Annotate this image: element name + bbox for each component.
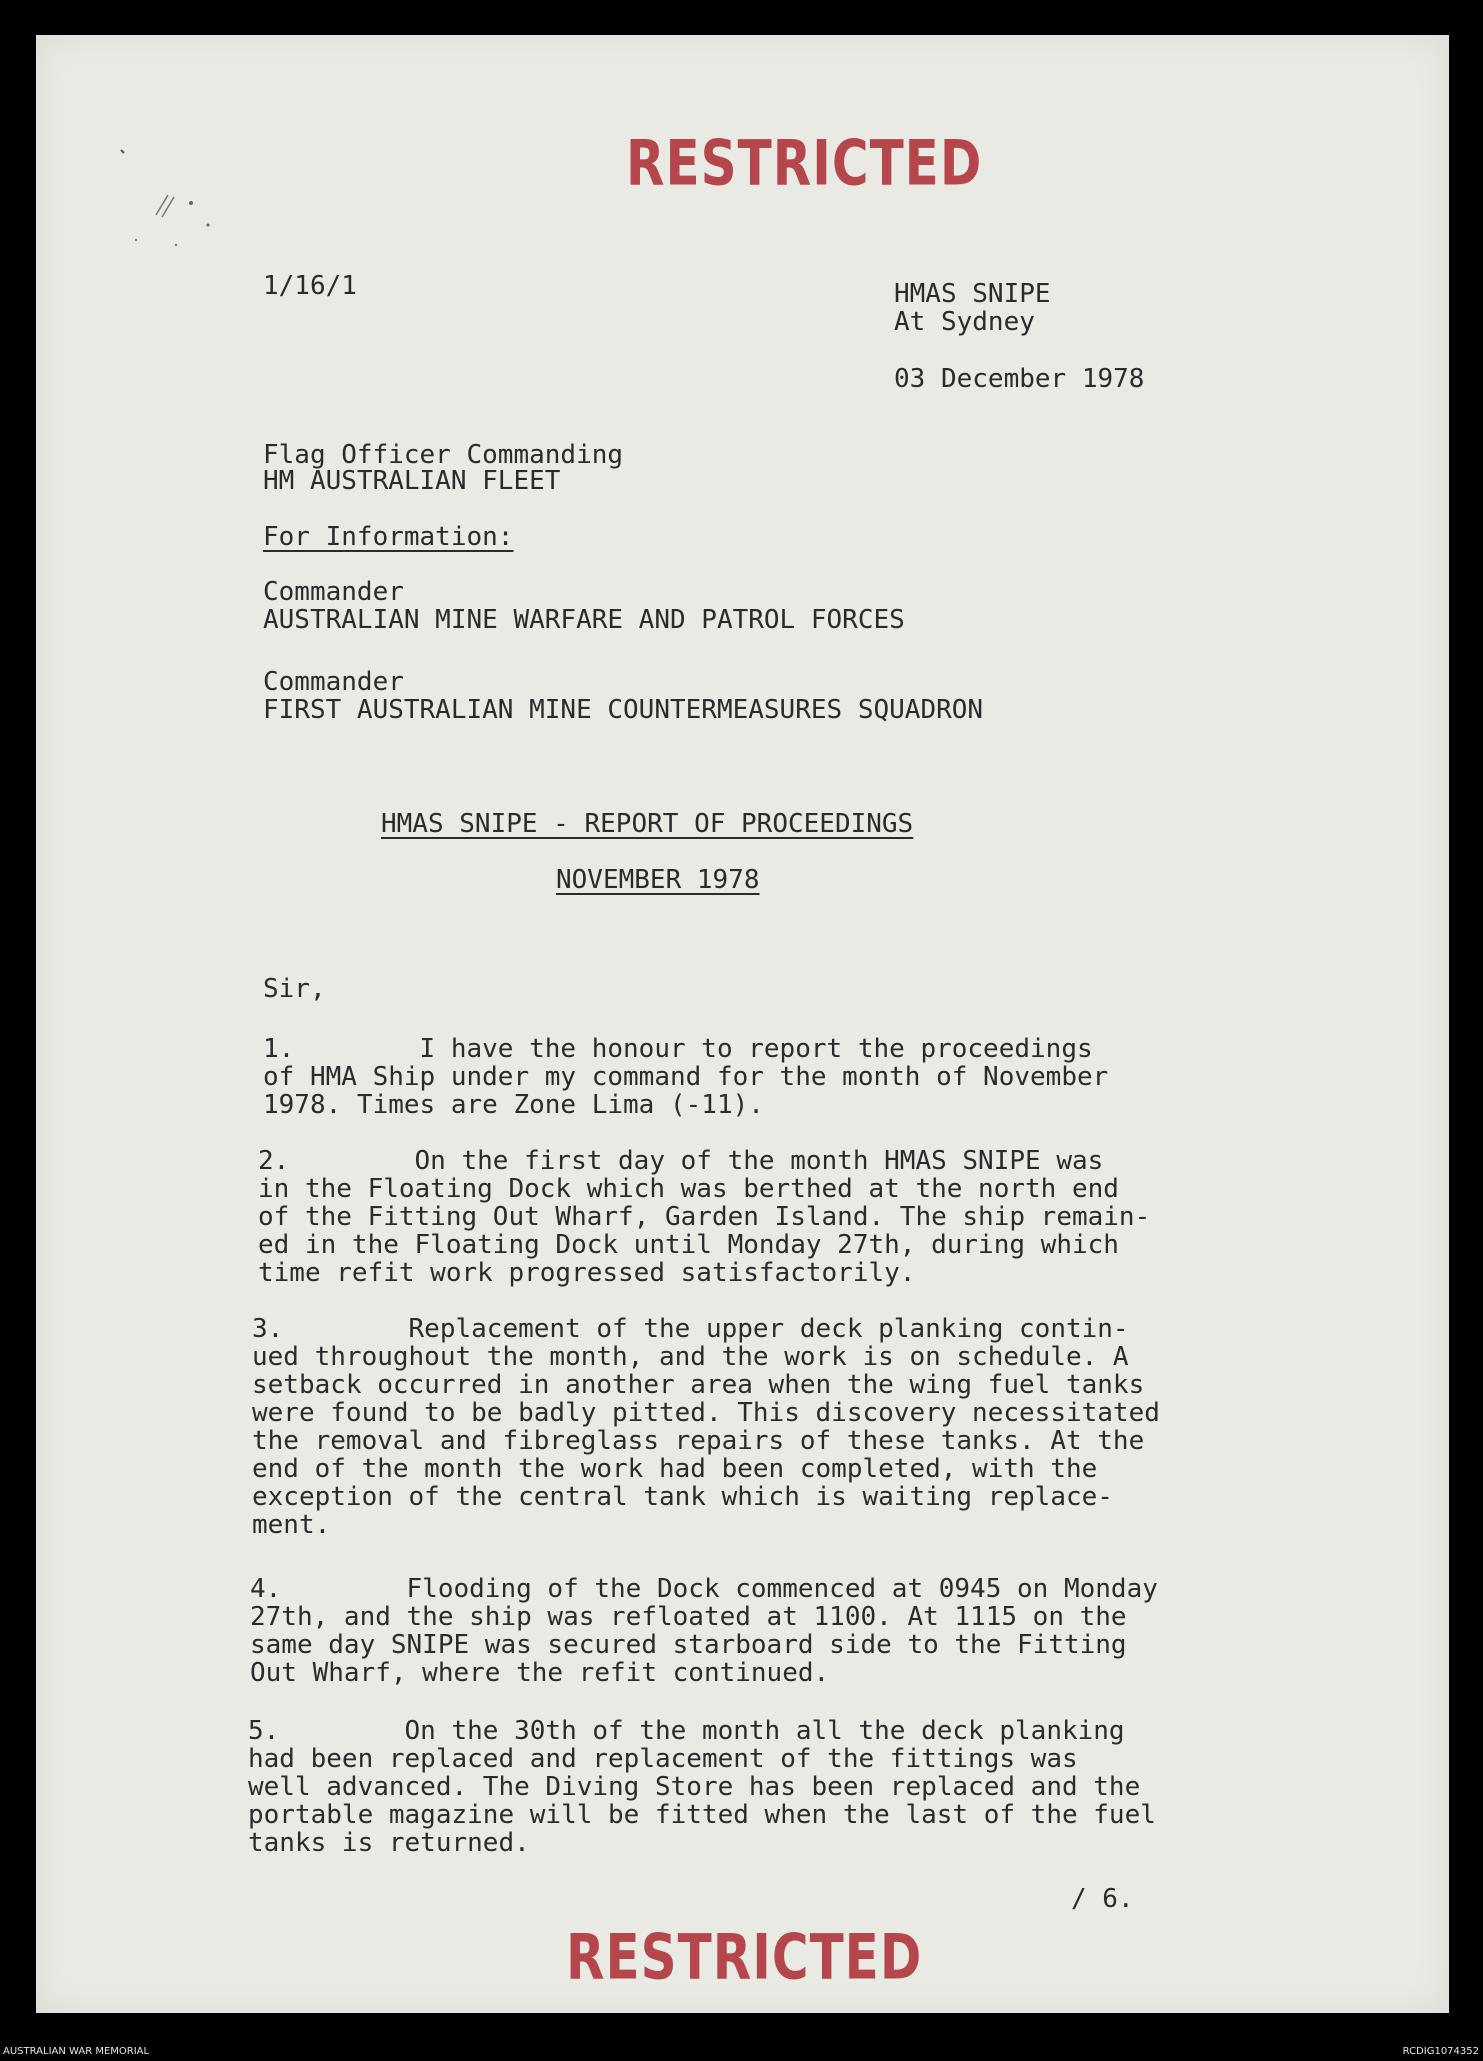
paragraph-5 bbox=[248, 1717, 1278, 1857]
letter-date: 03 December 1978 bbox=[894, 364, 1145, 394]
paragraph-line: 4. Flooding of the Dock commenced at 0945 on Monday bbox=[250, 1574, 1158, 1604]
file-reference: 1/16/1 bbox=[263, 271, 357, 301]
info-recipient-1-title: Commander bbox=[263, 577, 404, 607]
archive-credit: AUSTRALIAN WAR MEMORIAL bbox=[3, 2046, 150, 2057]
report-title: HMAS SNIPE - REPORT OF PROCEEDINGS bbox=[381, 809, 914, 839]
paragraph-line: end of the month the work had been completed, with the bbox=[252, 1454, 1098, 1484]
restricted-stamp-top: RESTRICTED bbox=[626, 127, 983, 200]
paragraph-line: 2. On the first day of the month HMAS SNIPE was bbox=[258, 1146, 1104, 1176]
paragraph-line: ued throughout the month, and the work is on schedule. A bbox=[252, 1342, 1129, 1372]
ship-name: HMAS SNIPE bbox=[894, 279, 1051, 309]
paragraph-line: tanks is returned. bbox=[248, 1828, 530, 1858]
archive-id: RCDIG1074352 bbox=[1402, 2046, 1479, 2057]
paragraph-line: same day SNIPE was secured starboard side to the Fitting bbox=[250, 1630, 1127, 1660]
pencil-marks bbox=[116, 145, 226, 255]
paragraph-line: setback occurred in another area when the wing fuel tanks bbox=[252, 1370, 1145, 1400]
paragraph-line: 1. I have the honour to report the proceedings bbox=[263, 1034, 1093, 1064]
info-recipient-2-title: Commander bbox=[263, 667, 404, 697]
paragraph-2 bbox=[258, 1147, 1288, 1287]
for-information-label: For Information: bbox=[263, 522, 514, 552]
paragraph-line: well advanced. The Diving Store has been replaced and the bbox=[248, 1772, 1141, 1802]
paragraph-line: had been replaced and replacement of the fittings was bbox=[248, 1744, 1078, 1774]
paragraph-line: Out Wharf, where the refit continued. bbox=[250, 1658, 830, 1688]
paragraph-3 bbox=[252, 1315, 1282, 1539]
paragraph-line: 1978. Times are Zone Lima (-11). bbox=[263, 1090, 764, 1120]
continuation-mark: / 6. bbox=[1071, 1884, 1134, 1914]
paragraph-1 bbox=[263, 1035, 1293, 1119]
ship-location: At Sydney bbox=[894, 307, 1035, 337]
restricted-stamp-bottom: RESTRICTED bbox=[566, 1921, 923, 1994]
paragraph-line: of HMA Ship under my command for the month of November bbox=[263, 1062, 1109, 1092]
paragraph-line: exception of the central tank which is waiting replace- bbox=[252, 1482, 1113, 1512]
info-recipient-2-org: FIRST AUSTRALIAN MINE COUNTERMEASURES SQUADRON bbox=[263, 695, 984, 725]
addressee-title: Flag Officer Commanding bbox=[263, 440, 624, 470]
paragraph-line: in the Floating Dock which was berthed at the north end bbox=[258, 1174, 1119, 1204]
report-month: NOVEMBER 1978 bbox=[556, 865, 760, 895]
paragraph-line: ment. bbox=[252, 1510, 331, 1540]
paragraph-line: were found to be badly pitted. This discovery necessitated bbox=[252, 1398, 1160, 1428]
paragraph-line: 3. Replacement of the upper deck planking contin- bbox=[252, 1314, 1129, 1344]
paragraph-line: of the Fitting Out Wharf, Garden Island. The ship remain- bbox=[258, 1202, 1151, 1232]
salutation: Sir, bbox=[263, 974, 326, 1004]
info-recipient-1-org: AUSTRALIAN MINE WARFARE AND PATROL FORCES bbox=[263, 605, 905, 635]
paragraph-line: the removal and fibreglass repairs of these tanks. At the bbox=[252, 1426, 1145, 1456]
paragraph-line: time refit work progressed satisfactorily. bbox=[258, 1258, 916, 1288]
paragraph-line: portable magazine will be fitted when the last of the fuel bbox=[248, 1800, 1156, 1830]
paragraph-line: 27th, and the ship was refloated at 1100. At 1115 on the bbox=[250, 1602, 1127, 1632]
paragraph-line: 5. On the 30th of the month all the deck planking bbox=[248, 1716, 1125, 1746]
paragraph-4 bbox=[250, 1575, 1280, 1687]
addressee-org: HM AUSTRALIAN FLEET bbox=[263, 466, 561, 496]
document-page bbox=[36, 35, 1449, 2013]
paragraph-line: ed in the Floating Dock until Monday 27th, during which bbox=[258, 1230, 1119, 1260]
